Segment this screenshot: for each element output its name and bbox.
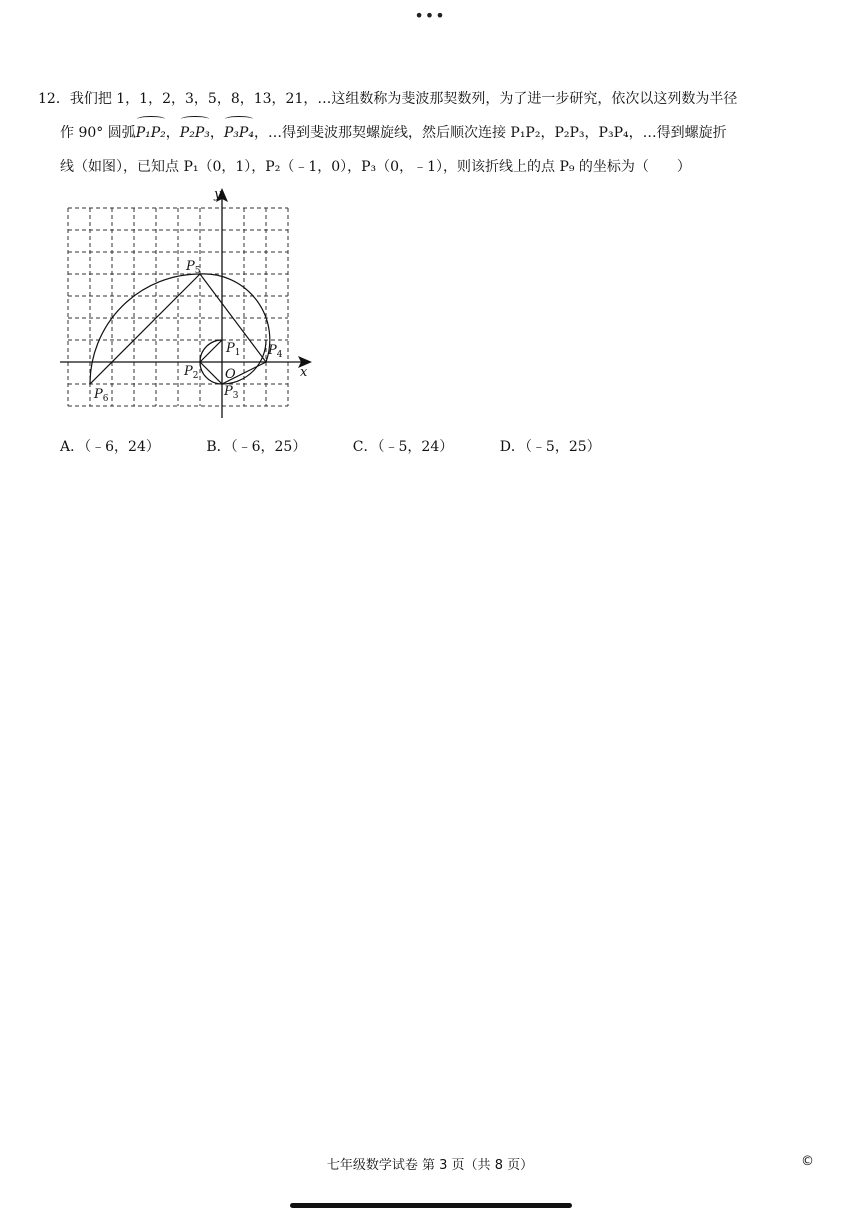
copyright-icon: ©	[801, 1154, 814, 1169]
more-options-icon[interactable]: •••	[414, 6, 446, 25]
point-label-p3: $P_3$	[224, 384, 239, 401]
option-b[interactable]: B．（﹣6，25）	[206, 439, 307, 455]
question-text-2-pre: 作 90° 圆弧	[60, 125, 136, 141]
question-number: 12．	[38, 91, 70, 107]
dashed-grid	[68, 208, 288, 406]
fibonacci-spiral-figure	[60, 180, 330, 420]
home-indicator-bar[interactable]	[290, 1203, 572, 1208]
spiral-arcs	[90, 274, 270, 384]
arc-p2p3: P₂P₃	[180, 116, 210, 150]
y-axis-label: y	[214, 187, 222, 202]
point-label-p1: $P_1$	[226, 341, 241, 358]
option-d[interactable]: D．（﹣5，25）	[499, 439, 601, 455]
question-12	[38, 82, 798, 184]
option-a[interactable]: A．（﹣6，24）	[60, 439, 160, 455]
arc-p1p2: P₁P₂	[136, 116, 166, 150]
point-label-p6: $P_6$	[94, 387, 109, 404]
question-line-3	[38, 150, 798, 184]
question-line-2: 作 90° 圆弧P₁P₂，P₂P₃，P₃P₄，…得到斐波那契螺旋线，然后顺次连接 P₁P₂，P₂P₃，P₃P₄，…得到螺旋折	[38, 116, 798, 150]
point-label-p5: $P_5$	[186, 259, 201, 276]
x-axis-label: x	[300, 365, 308, 380]
point-label-p4: $P_4$	[268, 343, 283, 360]
page-footer: 七年级数学试卷 第 3 页（共 8 页）	[326, 1158, 534, 1173]
point-label-p2: $P_2$	[184, 364, 199, 381]
arc-p3p4: P₃P₄	[224, 116, 254, 150]
question-line-1	[38, 82, 798, 116]
question-text-2-post: ，…得到斐波那契螺旋线，然后顺次连接 P₁P₂，P₂P₃，P₃P₄，…得到螺旋折	[253, 125, 727, 141]
question-text-3: 线（如图），已知点 P₁（0，1），P₂（﹣1，0），P₃（0，﹣1），则该折线上的点 P₉ 的坐标为（ ）	[60, 159, 691, 175]
figure-svg	[60, 180, 330, 420]
origin-label: O	[225, 367, 236, 382]
question-text-1: 我们把 1，1，2，3，5，8，13，21，…这组数称为斐波那契数列，为了进一步研究，依次以这列数为半径	[69, 91, 738, 107]
answer-options	[60, 436, 643, 456]
option-c[interactable]: C．（﹣5，24）	[352, 439, 454, 455]
